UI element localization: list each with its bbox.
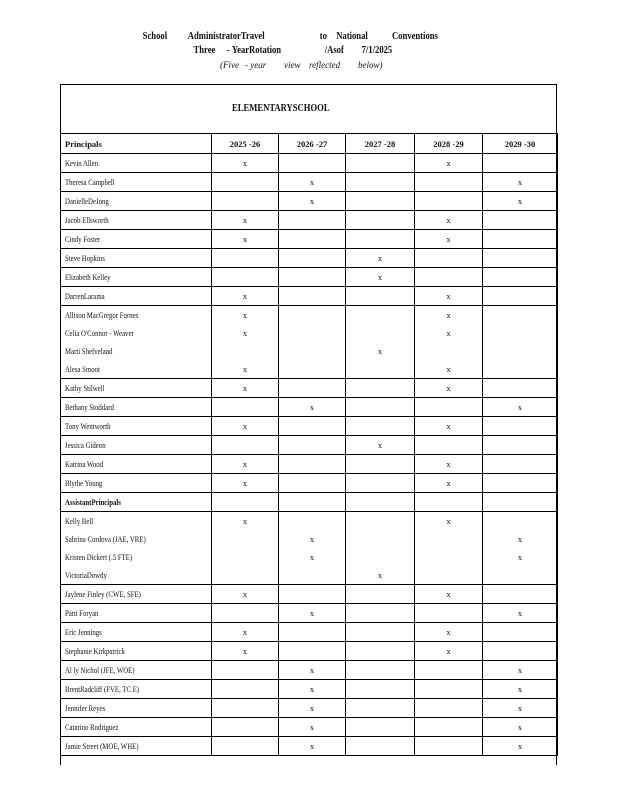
travel-mark-cell: x <box>212 642 279 661</box>
administrator-name <box>61 173 212 192</box>
travel-mark-cell <box>346 417 415 436</box>
travel-mark-cell: x <box>483 192 558 211</box>
travel-mark-cell <box>346 287 415 306</box>
travel-mark-cell: x <box>212 474 279 493</box>
table-row <box>61 566 558 585</box>
travel-mark-cell: x <box>415 455 483 474</box>
name-text: DanielleDeJong <box>65 196 109 206</box>
table-row <box>61 530 558 548</box>
travel-mark-cell <box>346 512 415 531</box>
travel-mark-cell <box>415 249 483 268</box>
name-text: Celia O'Connor - Weaver <box>65 328 134 338</box>
name-text: Allison MacGregor Fornes <box>65 310 139 320</box>
travel-mark-cell <box>483 455 558 474</box>
title-word: School <box>142 31 168 42</box>
travel-mark-cell <box>212 699 279 718</box>
administrator-name <box>61 342 212 360</box>
name-text: Bethany Stoddard <box>65 402 114 412</box>
name-text: Kristen Dickert (.5 FTE) <box>65 552 133 562</box>
administrator-name <box>61 474 212 493</box>
table-row <box>61 585 558 604</box>
travel-mark-cell <box>279 268 346 287</box>
travel-mark-cell: x <box>346 268 415 287</box>
table-row <box>61 268 558 287</box>
travel-mark-cell <box>279 360 346 379</box>
travel-mark-cell: x <box>415 379 483 398</box>
travel-mark-cell: x <box>346 566 415 585</box>
travel-mark-cell <box>212 604 279 623</box>
table-header-row <box>61 134 558 154</box>
name-text: VictoriaDowdy <box>65 570 107 580</box>
table-row <box>61 398 558 417</box>
travel-mark-cell <box>279 493 346 512</box>
travel-mark-cell <box>483 417 558 436</box>
name-text: Jacob Ellsworth <box>65 215 109 225</box>
travel-mark-cell: x <box>415 211 483 230</box>
travel-mark-cell: x <box>279 548 346 566</box>
name-text: Stephanie Kirkpatrick <box>65 646 125 656</box>
name-text: Al ly Nichol (JFE, WOE) <box>65 665 135 675</box>
travel-mark-cell: x <box>212 211 279 230</box>
title-word: to <box>319 31 327 42</box>
travel-mark-cell <box>212 661 279 680</box>
travel-mark-cell <box>415 493 483 512</box>
administrator-name <box>61 417 212 436</box>
travel-mark-cell <box>483 324 558 342</box>
table-row <box>61 436 558 455</box>
table-row <box>61 512 558 531</box>
table-row <box>61 417 558 436</box>
administrator-name <box>61 585 212 604</box>
title-word: Conventions <box>391 31 438 42</box>
travel-mark-cell <box>415 737 483 756</box>
travel-mark-cell <box>483 360 558 379</box>
travel-mark-cell <box>415 268 483 287</box>
subtitle-word: (Five <box>220 60 239 70</box>
administrator-name <box>61 512 212 531</box>
administrator-name <box>61 154 212 173</box>
administrator-name <box>61 268 212 287</box>
travel-mark-cell <box>415 192 483 211</box>
table-row <box>61 661 558 680</box>
column-header-year: 2026 -27 <box>279 134 346 154</box>
travel-mark-cell: x <box>212 512 279 531</box>
travel-mark-cell: x <box>415 512 483 531</box>
travel-mark-cell: x <box>279 530 346 548</box>
table-row <box>61 718 558 737</box>
travel-mark-cell: x <box>212 306 279 325</box>
travel-mark-cell <box>483 154 558 173</box>
travel-mark-cell <box>212 718 279 737</box>
title-word: National <box>336 31 368 42</box>
travel-mark-cell <box>483 268 558 287</box>
name-text: Tony Wentworth <box>65 421 111 431</box>
travel-mark-cell <box>483 512 558 531</box>
name-text: Cindy Foster <box>65 234 101 244</box>
column-header-year: 2027 -28 <box>346 134 415 154</box>
travel-mark-cell <box>212 566 279 585</box>
travel-mark-cell <box>483 474 558 493</box>
travel-mark-cell: x <box>415 585 483 604</box>
travel-mark-cell <box>279 436 346 455</box>
name-text: Blythe Young <box>65 478 103 488</box>
travel-mark-cell: x <box>415 154 483 173</box>
name-text: Eric Jennings <box>65 627 102 637</box>
travel-mark-cell <box>483 436 558 455</box>
travel-mark-cell <box>483 211 558 230</box>
travel-mark-cell <box>212 680 279 699</box>
name-text: Jessica Gideon <box>65 440 106 450</box>
travel-mark-cell <box>279 417 346 436</box>
travel-mark-cell <box>415 661 483 680</box>
administrator-name <box>61 548 212 566</box>
travel-mark-cell <box>279 306 346 325</box>
administrator-name <box>61 661 212 680</box>
travel-mark-cell <box>346 211 415 230</box>
name-text: Catarino Rodriguez <box>65 722 119 732</box>
administrator-name <box>61 530 212 548</box>
title-word: - YearRotation <box>227 45 282 56</box>
travel-mark-cell <box>346 623 415 642</box>
table-row <box>61 548 558 566</box>
travel-mark-cell <box>483 249 558 268</box>
name-text: Jennifer Reyes <box>65 703 106 713</box>
travel-mark-cell <box>279 512 346 531</box>
travel-mark-cell: x <box>212 287 279 306</box>
travel-mark-cell: x <box>212 455 279 474</box>
administrator-name <box>61 642 212 661</box>
name-text: Sabrina Cordova (JAE, VRE) <box>65 534 146 544</box>
table-row <box>61 680 558 699</box>
travel-mark-cell <box>415 398 483 417</box>
travel-mark-cell: x <box>483 699 558 718</box>
travel-mark-cell <box>212 268 279 287</box>
travel-mark-cell: x <box>279 718 346 737</box>
table-row <box>61 699 558 718</box>
travel-mark-cell: x <box>415 360 483 379</box>
travel-mark-cell <box>483 379 558 398</box>
table-row <box>61 154 558 173</box>
travel-mark-cell <box>346 642 415 661</box>
travel-mark-cell <box>346 154 415 173</box>
travel-mark-cell: x <box>415 474 483 493</box>
travel-mark-cell <box>279 287 346 306</box>
travel-mark-cell <box>212 398 279 417</box>
travel-mark-cell <box>346 699 415 718</box>
table-row <box>61 360 558 379</box>
administrator-name <box>61 192 212 211</box>
table-row <box>61 306 558 325</box>
travel-mark-cell: x <box>212 623 279 642</box>
travel-mark-cell <box>212 342 279 360</box>
administrator-name <box>61 699 212 718</box>
name-text: Alesa Smoot <box>65 364 100 374</box>
travel-mark-cell <box>279 249 346 268</box>
travel-mark-cell <box>279 324 346 342</box>
subtitle-word: below) <box>358 60 383 70</box>
table-row <box>61 173 558 192</box>
table-row <box>61 623 558 642</box>
travel-mark-cell <box>346 680 415 699</box>
administrator-name <box>61 623 212 642</box>
column-header-year: 2029 -30 <box>483 134 558 154</box>
travel-mark-cell <box>483 566 558 585</box>
name-text: Theresa Campbell <box>65 177 115 187</box>
administrator-name <box>61 230 212 249</box>
travel-mark-cell: x <box>483 548 558 566</box>
travel-mark-cell: x <box>483 398 558 417</box>
travel-mark-cell <box>279 566 346 585</box>
administrator-name <box>61 455 212 474</box>
travel-mark-cell: x <box>346 342 415 360</box>
travel-mark-cell <box>346 230 415 249</box>
travel-mark-cell <box>483 623 558 642</box>
name-text: DarrenLarama <box>65 291 105 301</box>
table-row <box>61 192 558 211</box>
title-word: AdministratorTravel <box>187 31 265 42</box>
travel-mark-cell: x <box>279 173 346 192</box>
subtitle-word: reflected <box>309 60 341 70</box>
travel-mark-cell <box>346 530 415 548</box>
travel-mark-cell: x <box>212 585 279 604</box>
table-row <box>61 379 558 398</box>
column-header-year: 2028 -29 <box>415 134 483 154</box>
travel-mark-cell <box>279 379 346 398</box>
travel-mark-cell <box>346 173 415 192</box>
travel-mark-cell: x <box>483 604 558 623</box>
travel-mark-cell <box>346 455 415 474</box>
travel-mark-cell: x <box>415 623 483 642</box>
travel-mark-cell <box>346 737 415 756</box>
rotation-table <box>60 133 558 756</box>
travel-mark-cell <box>212 192 279 211</box>
travel-mark-cell <box>279 342 346 360</box>
travel-mark-cell <box>212 530 279 548</box>
name-text: Kelly Bell <box>65 516 94 526</box>
travel-mark-cell <box>415 604 483 623</box>
name-text: Jaylene Finley (CWE, SFE) <box>65 589 141 599</box>
administrator-name <box>61 398 212 417</box>
travel-mark-cell <box>415 680 483 699</box>
travel-mark-cell: x <box>483 680 558 699</box>
travel-mark-cell: x <box>279 680 346 699</box>
travel-mark-cell: x <box>279 661 346 680</box>
travel-mark-cell <box>346 306 415 325</box>
travel-mark-cell: x <box>483 530 558 548</box>
administrator-name <box>61 249 212 268</box>
travel-mark-cell <box>212 548 279 566</box>
column-header-year: 2025 -26 <box>212 134 279 154</box>
administrator-name <box>61 436 212 455</box>
administrator-name <box>61 718 212 737</box>
travel-mark-cell: x <box>415 324 483 342</box>
travel-mark-cell <box>279 585 346 604</box>
title-word: 7/1/2025 <box>361 45 393 56</box>
travel-mark-cell <box>346 324 415 342</box>
travel-mark-cell: x <box>212 417 279 436</box>
name-text: Steve Hopkins <box>65 253 105 263</box>
table-row <box>61 737 558 756</box>
table-row <box>61 604 558 623</box>
table-row <box>61 342 558 360</box>
travel-mark-cell <box>483 306 558 325</box>
travel-mark-cell: x <box>279 398 346 417</box>
travel-mark-cell: x <box>415 230 483 249</box>
administrator-name <box>61 680 212 699</box>
travel-mark-cell <box>279 230 346 249</box>
travel-mark-cell <box>346 493 415 512</box>
title-word: Three <box>193 45 216 56</box>
travel-mark-cell <box>346 604 415 623</box>
table-row <box>61 249 558 268</box>
table-row <box>61 642 558 661</box>
travel-mark-cell: x <box>279 604 346 623</box>
travel-mark-cell <box>483 230 558 249</box>
travel-mark-cell <box>279 642 346 661</box>
travel-mark-cell <box>415 548 483 566</box>
travel-mark-cell <box>279 211 346 230</box>
subheader-label <box>61 493 212 512</box>
table-row <box>61 324 558 342</box>
travel-mark-cell <box>346 718 415 737</box>
administrator-name <box>61 287 212 306</box>
travel-mark-cell: x <box>212 230 279 249</box>
section-subheader-row <box>61 493 558 512</box>
administrator-name <box>61 604 212 623</box>
administrator-name <box>61 566 212 585</box>
table-row <box>61 474 558 493</box>
name-text: Elizabeth Kelley <box>65 272 111 282</box>
travel-mark-cell <box>483 585 558 604</box>
administrator-name <box>61 360 212 379</box>
travel-mark-cell <box>212 493 279 512</box>
travel-mark-cell <box>212 249 279 268</box>
travel-mark-cell <box>346 379 415 398</box>
administrator-name <box>61 737 212 756</box>
travel-mark-cell: x <box>212 324 279 342</box>
travel-mark-cell <box>415 173 483 192</box>
travel-mark-cell: x <box>212 154 279 173</box>
table-row <box>61 455 558 474</box>
travel-mark-cell <box>415 436 483 455</box>
travel-mark-cell <box>346 661 415 680</box>
name-text: Katrina Wood <box>65 459 104 469</box>
travel-mark-cell <box>279 455 346 474</box>
travel-mark-cell: x <box>415 287 483 306</box>
travel-mark-cell: x <box>279 699 346 718</box>
travel-mark-cell: x <box>415 306 483 325</box>
administrator-name <box>61 379 212 398</box>
travel-mark-cell <box>346 398 415 417</box>
travel-mark-cell <box>483 642 558 661</box>
administrator-name <box>61 324 212 342</box>
travel-mark-cell <box>415 718 483 737</box>
name-text: Jamie Street (MOE, WHE) <box>65 741 139 751</box>
travel-mark-cell <box>483 342 558 360</box>
travel-mark-cell: x <box>212 379 279 398</box>
travel-mark-cell: x <box>212 360 279 379</box>
travel-mark-cell: x <box>346 249 415 268</box>
name-text: Kathy Stilwell <box>65 383 105 393</box>
travel-mark-cell: x <box>279 737 346 756</box>
travel-mark-cell: x <box>415 417 483 436</box>
travel-mark-cell <box>279 154 346 173</box>
travel-mark-cell <box>483 493 558 512</box>
travel-mark-cell <box>415 530 483 548</box>
name-text: Marti Shefveland <box>65 346 113 356</box>
administrator-name <box>61 211 212 230</box>
travel-mark-cell: x <box>483 661 558 680</box>
subtitle-word: view <box>284 60 301 70</box>
travel-mark-cell <box>346 192 415 211</box>
travel-mark-cell <box>483 287 558 306</box>
travel-mark-cell <box>212 173 279 192</box>
table-row <box>61 287 558 306</box>
table-row <box>61 211 558 230</box>
subtitle-word: - year <box>245 60 267 70</box>
table-row <box>61 230 558 249</box>
travel-mark-cell <box>415 342 483 360</box>
travel-mark-cell: x <box>483 718 558 737</box>
travel-mark-cell: x <box>346 436 415 455</box>
name-text: BrentRadcliff (FVE, TC E) <box>65 684 140 694</box>
section-title: ELEMENTARYSCHOOL <box>232 103 330 114</box>
travel-mark-cell <box>346 474 415 493</box>
travel-mark-cell: x <box>483 737 558 756</box>
travel-mark-cell <box>346 585 415 604</box>
travel-mark-cell <box>415 566 483 585</box>
travel-mark-cell <box>212 737 279 756</box>
travel-mark-cell <box>279 623 346 642</box>
travel-mark-cell: x <box>415 642 483 661</box>
travel-mark-cell <box>279 474 346 493</box>
title-word: /Asof <box>324 45 344 56</box>
name-text: AssistantPrincipals <box>65 497 121 507</box>
travel-mark-cell <box>212 436 279 455</box>
travel-mark-cell <box>415 699 483 718</box>
name-text: Patti Foryan <box>65 608 99 618</box>
administrator-name <box>61 306 212 325</box>
travel-mark-cell <box>346 360 415 379</box>
travel-mark-cell <box>346 548 415 566</box>
column-header-role: Principals <box>61 134 212 154</box>
travel-mark-cell: x <box>279 192 346 211</box>
travel-mark-cell: x <box>483 173 558 192</box>
name-text: Kevin Allen <box>65 158 99 168</box>
